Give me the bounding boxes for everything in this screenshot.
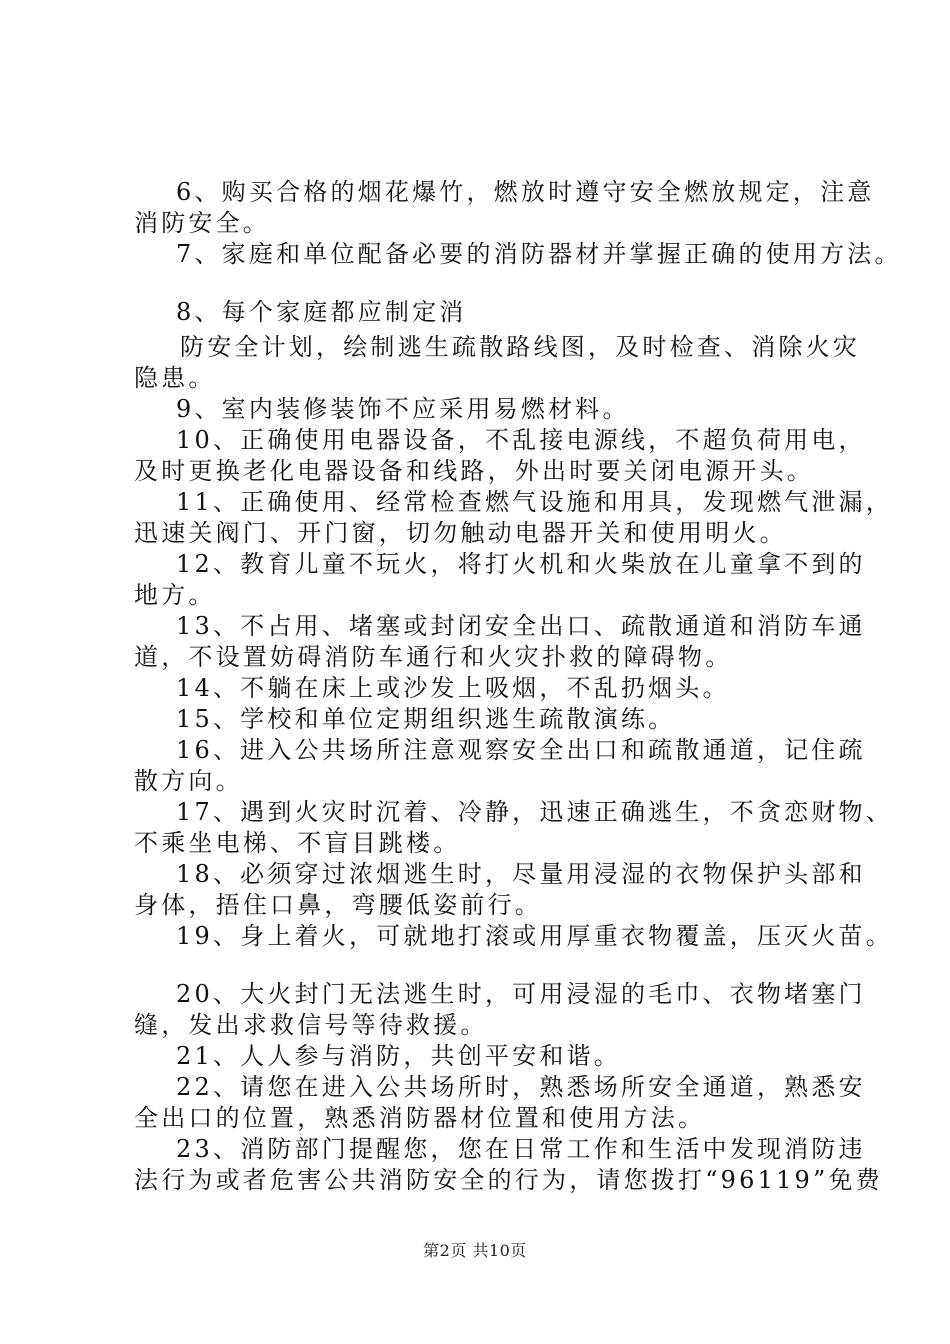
text-line: 21、人人参与消防，共创平安和谐。 <box>176 1042 621 1070</box>
text-line: 缝，发出求救信号等待救援。 <box>134 1011 488 1039</box>
text-line: 16、进入公共场所注意观察安全出口和疏散通道，记住疏 <box>176 736 866 764</box>
text-line: 散方向。 <box>134 767 243 795</box>
text-line: 20、大火封门无法逃生时，可用浸湿的毛巾、衣物堵塞门 <box>176 980 866 1008</box>
text-line: 23、消防部门提醒您，您在日常工作和生活中发现消防违 <box>176 1135 866 1163</box>
text-line: 12、教育儿童不玩火，将打火机和火柴放在儿童拿不到的 <box>176 550 866 578</box>
text-line: 法行为或者危害公共消防安全的行为，请您拨打“96119”免费 <box>134 1166 883 1194</box>
text-line: 9、室内装修装饰不应采用易燃材料。 <box>176 395 630 423</box>
text-line: 6、购买合格的烟花爆竹，燃放时遵守安全燃放规定，注意 <box>176 178 875 206</box>
text-line: 7、家庭和单位配备必要的消防器材并掌握正确的使用方法。 <box>176 240 902 268</box>
text-line: 19、身上着火，可就地打滚或用厚重衣物覆盖，压灭火苗。 <box>176 922 893 950</box>
text-line: 消防安全。 <box>134 209 270 237</box>
text-line: 18、必须穿过浓烟逃生时，尽量用浸湿的衣物保护头部和 <box>176 860 866 888</box>
text-line: 迅速关阀门、开门窗，切勿触动电器开关和使用明火。 <box>134 519 787 547</box>
text-line: 11、正确使用、经常检查燃气设施和用具，发现燃气泄漏， <box>176 488 893 516</box>
text-line: 17、遇到火灾时沉着、冷静，迅速正确逃生，不贪恋财物、 <box>176 798 893 826</box>
text-line: 身体，捂住口鼻，弯腰低姿前行。 <box>134 891 542 919</box>
text-line: 15、学校和单位定期组织逃生疏散演练。 <box>176 705 676 733</box>
text-line: 及时更换老化电器设备和线路，外出时要关闭电源开头。 <box>134 457 814 485</box>
text-line: 防安全计划，绘制逃生疏散路线图，及时检查、消除火灾 <box>180 333 860 361</box>
text-line: 22、请您在进入公共场所时，熟悉场所安全通道，熟悉安 <box>176 1073 866 1101</box>
page-footer: 第2页 共10页 <box>423 1241 527 1260</box>
text-line: 地方。 <box>134 581 216 609</box>
text-line: 14、不躺在床上或沙发上吸烟，不乱扔烟头。 <box>176 674 730 702</box>
text-line: 全出口的位置，熟悉消防器材位置和使用方法。 <box>134 1104 706 1132</box>
text-line: 10、正确使用电器设备，不乱接电源线，不超负荷用电， <box>176 426 866 454</box>
text-line: 13、不占用、堵塞或封闭安全出口、疏散通道和消防车通 <box>176 612 866 640</box>
text-line: 道，不设置妨碍消防车通行和火灾扑救的障碍物。 <box>134 643 733 671</box>
text-line: 隐患。 <box>134 364 216 392</box>
text-line: 不乘坐电梯、不盲目跳楼。 <box>134 829 461 857</box>
text-line: 8、每个家庭都应制定消 <box>176 298 467 326</box>
